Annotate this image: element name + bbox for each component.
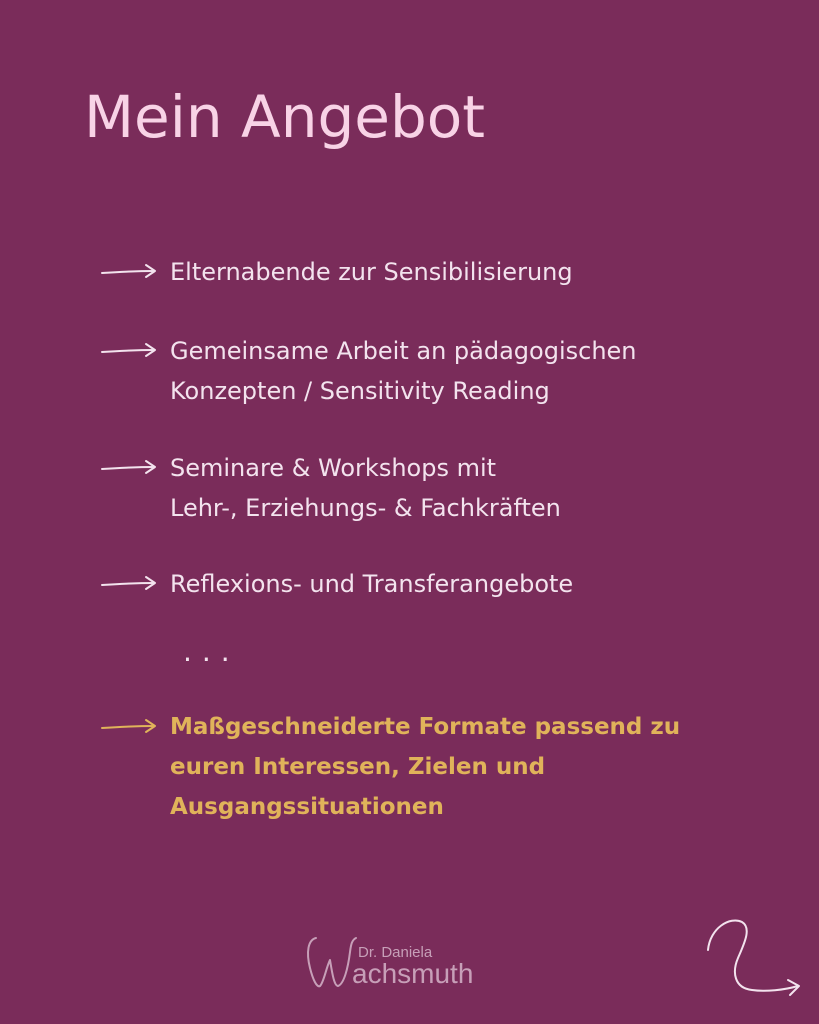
arrow-right-icon	[100, 262, 160, 282]
list-item-line: Ausgangssituationen	[170, 794, 444, 820]
list-item-text	[170, 564, 573, 604]
logo-name-small: Dr. Daniela	[358, 944, 433, 961]
list-item-text	[170, 331, 637, 411]
list-item-line: Maßgeschneiderte Formate passend zu	[170, 714, 681, 740]
logo-w-monogram	[300, 930, 360, 996]
list-item-line: Lehr-, Erziehungs- & Fachkräften	[170, 494, 561, 522]
list-item-line: Elternabende zur Sensibilisierung	[170, 258, 573, 286]
arrow-right-icon	[100, 717, 160, 737]
list-item	[100, 570, 573, 604]
list-item-text	[170, 707, 680, 827]
list-item-line: Reflexions- und Transferangebote	[170, 570, 574, 598]
list-item-line: Seminare & Workshops mit	[170, 454, 497, 482]
logo-name-big: achsmuth	[352, 958, 474, 989]
page-title: Mein Angebot	[84, 83, 486, 151]
list-item	[100, 454, 561, 528]
list-item-text	[170, 448, 561, 528]
arrow-right-icon	[100, 458, 160, 478]
list-item-highlight	[100, 713, 680, 827]
list-item-text	[170, 252, 573, 292]
swipe-arrow-icon	[700, 910, 810, 1010]
arrow-right-icon	[100, 341, 160, 361]
list-item-line: Konzepten / Sensitivity Reading	[170, 377, 550, 405]
list-item-line: Gemeinsame Arbeit an pädagogischen	[170, 337, 637, 365]
list-item-line: euren Interessen, Zielen und	[170, 754, 546, 780]
ellipsis: ...	[183, 635, 240, 668]
logo	[300, 930, 520, 1000]
list-item	[100, 258, 573, 292]
arrow-right-icon	[100, 574, 160, 594]
list-item	[100, 337, 637, 411]
